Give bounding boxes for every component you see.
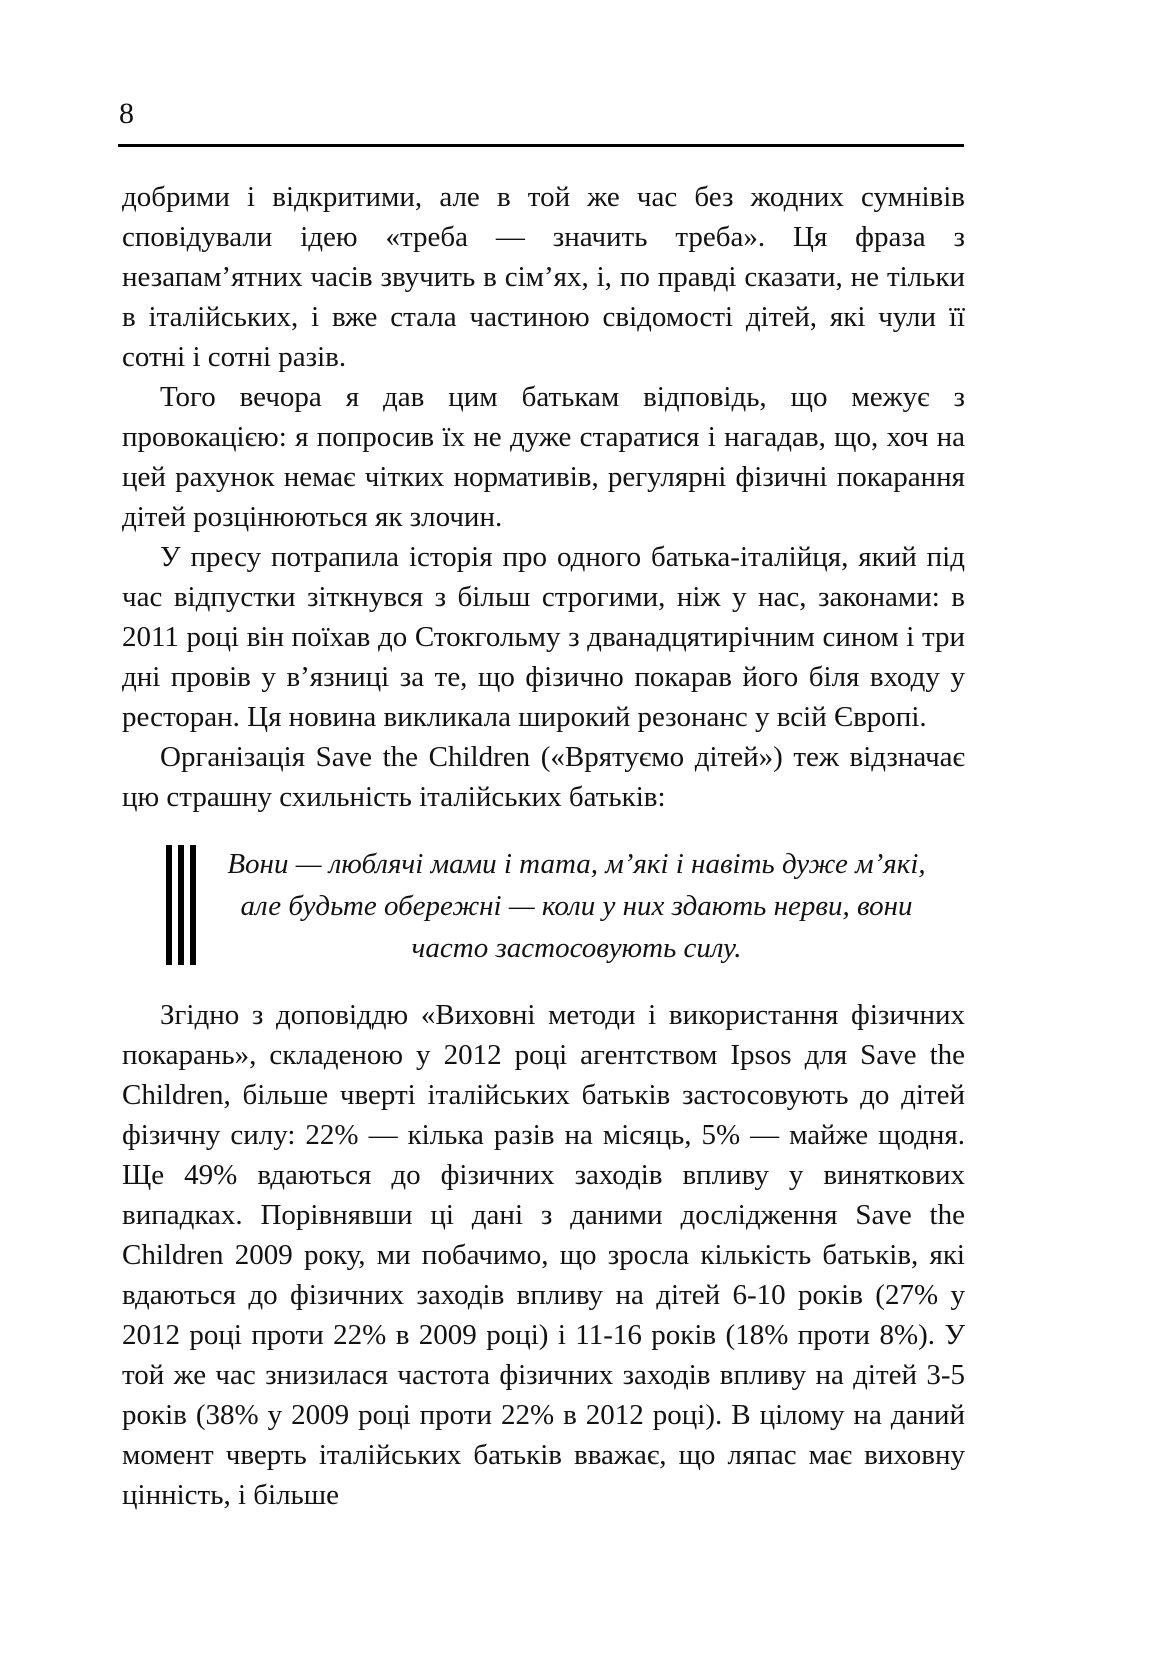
paragraph-3: У пресу потрапила історія про одного батька-італійця, який під час відпустки зіткнувся з більш строгими, ніж у нас, законами: в 2011 році він поїхав до Стокгольму з дванадцятирічним сином і три дні провів у в’язниці за те, що фізично покарав його біля входу у ресторан. Ця новина викликала широкий резонанс у всій Європі.	[122, 541, 965, 733]
quote-bars-icon	[166, 845, 196, 965]
header-rule	[118, 144, 964, 147]
quote-text: Вони — люблячі мами і тата, м’які і навіть дуже м’які, але будьте обережні — коли у них здають нерви, вони часто застосовують силу.	[227, 848, 926, 964]
page-number: 8	[119, 97, 134, 130]
page-text	[122, 177, 965, 1515]
paragraph-2: Того вечора я дав цим батькам відповідь, що межує з провокацією: я попросив їх не дуже старатися і нагадав, що, хоч на цей рахунок немає чітких нормативів, регулярні фізичні покарання дітей розцінюються як злочин.	[122, 381, 965, 533]
paragraph-5: Згідно з доповіддю «Виховні методи і використання фізичних покарань», складеною у 2012 році агентством Ipsos для Save the Children, більше чверті італійських батьків застосовують до дітей фізичну силу: 22% — кілька разів на місяць, 5% — майже щодня. Ще 49% вдаються до фізичних заходів впливу у виняткових випадках. Порівнявши ці дані з даними дослідження Save the Children 2009 року, ми побачимо, що зросла кількість батьків, які вдаються до фізичних заходів впливу на дітей 6-10 років (27% у 2012 році проти 22% в 2009 році) і 11-16 років (18% проти 8%). У той же час знизилася частота фізичних заходів впливу на дітей 3-5 років (38% у 2009 році проти 22% в 2012 році). В цілому на даний момент чверть італійських батьків вважає, що ляпас має виховну цінність, і більше	[122, 999, 965, 1511]
blockquote	[166, 843, 933, 969]
paragraph-1: добрими і відкритими, але в той же час без жодних сумнівів сповідували ідею «треба — значить треба». Ця фраза з незапам’ятних часів звучить в сім’ях, і, по правді сказати, не тільки в італійських, і вже стала частиною свідомості дітей, які чули її сотні і сотні разів.	[122, 181, 965, 373]
paragraph-4: Організація Save the Children («Врятуємо дітей») теж відзначає цю страшну схильність італійських батьків:	[122, 741, 965, 813]
